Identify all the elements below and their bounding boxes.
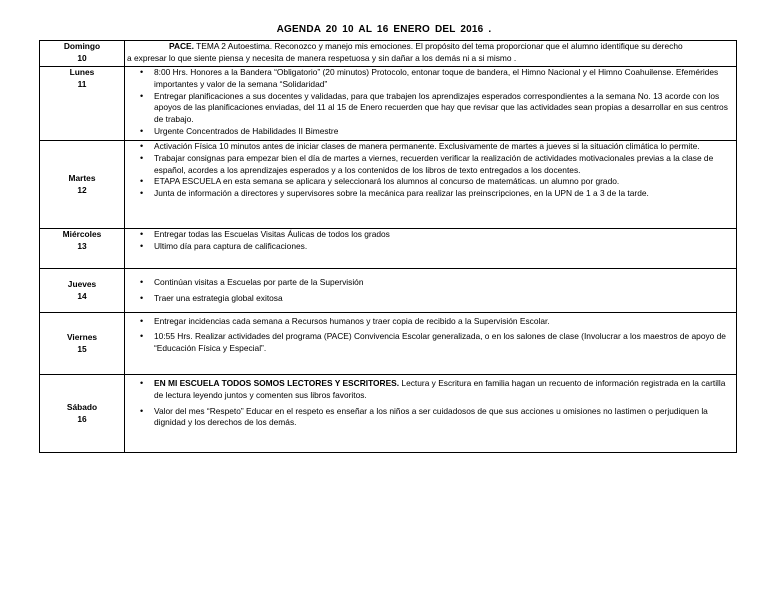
day-cell-miercoles xyxy=(40,229,125,269)
day-number: 13 xyxy=(77,240,87,251)
content-martes xyxy=(125,141,737,229)
row-martes xyxy=(40,141,737,229)
list-item: • Continúan visitas a Escuelas por parte de la Supervisión xyxy=(154,277,734,289)
list-sabado xyxy=(127,378,734,429)
list-item xyxy=(154,378,734,402)
day-number: 14 xyxy=(77,290,87,301)
pace-text-2: a expresar lo que siente piensa y necesita de manera respetuosa y sin dañar a los demás ni a si mismo . xyxy=(127,52,517,63)
row-sabado xyxy=(40,375,737,453)
content-viernes xyxy=(125,313,737,375)
content-sabado xyxy=(125,375,737,453)
content-domingo xyxy=(125,41,737,67)
day-name: Viernes xyxy=(66,331,98,342)
pace-text-1: TEMA 2 Autoestima. Reconozco y manejo mis emociones. El propósito del tema proporcionar que el alumno identifique su derecho xyxy=(193,41,683,51)
list-item: • 8:00 Hrs. Honores a la Bandera “Obligatorio” (20 minutos) Protocolo, entonar toque de bandera, el Himno Nacional y el Himno Coahuilense. Efemérides importantes y valor de la semana “Solidaridad” xyxy=(154,67,734,91)
list-item: • Entregar incidencias cada semana a Recursos humanos y traer copia de recibido a la Supervisión Escolar. xyxy=(154,316,734,328)
row-miercoles xyxy=(40,229,737,269)
day-number: 11 xyxy=(77,78,87,89)
list-item: • Entregar planificaciones a sus docentes y validadas, para que trabajen los aprendizajes esperados correspondientes a la semana No. 13 acorde con los apoyos de las planificaciones enviadas, del 11 al 15 de Enero recuerden que hay que revisar que las actividades sean propias a desarrollar en sus centros de trabajo. xyxy=(154,91,734,126)
list-item: • Entregar todas las Escuelas Visitas Áulicas de todos los grados xyxy=(154,229,734,241)
day-number: 10 xyxy=(77,52,87,63)
content-jueves xyxy=(125,269,737,313)
day-cell-martes xyxy=(40,141,125,229)
day-cell-jueves xyxy=(40,269,125,313)
list-viernes xyxy=(127,316,734,354)
day-name: Sábado xyxy=(66,401,98,412)
list-item: • Traer una estrategia global exitosa xyxy=(154,293,734,305)
list-item: • ETAPA ESCUELA en esta semana se aplicara y seleccionará los alumnos al concurso de matemáticas. un alumno por grado. xyxy=(154,176,734,188)
list-miercoles xyxy=(127,229,734,253)
row-jueves xyxy=(40,269,737,313)
row-viernes xyxy=(40,313,737,375)
day-cell-sabado xyxy=(40,375,125,453)
row-lunes xyxy=(40,67,737,141)
list-item: • 10:55 Hrs. Realizar actividades del programa (PACE) Convivencia Escolar generalizada, o en los salones de clase (Involucrar a los maestros de apoyo de “Educación Física y Especial”. xyxy=(154,331,734,355)
day-name: Miércoles xyxy=(62,229,102,239)
day-cell-viernes xyxy=(40,313,125,375)
list-jueves xyxy=(127,277,734,305)
day-number: 12 xyxy=(77,184,87,195)
agenda-title: AGENDA 20 10 AL 16 ENERO DEL 2016 . xyxy=(276,24,492,35)
agenda-table xyxy=(39,40,737,453)
day-number: 16 xyxy=(77,413,87,424)
list-item: • Activación Física 10 minutos antes de iniciar clases de manera permanente. Exclusivamente de martes a jueves si la situación climática lo permite. xyxy=(154,141,734,153)
day-number: 15 xyxy=(77,343,87,354)
list-item: • Valor del mes “Respeto” Educar en el respeto es enseñar a los niños a ser cuidadosos de que sus acciones u omisiones no lastimen o perjudiquen la dignidad y los derechos de los demás. xyxy=(154,406,734,430)
day-name: Lunes xyxy=(69,67,95,77)
list-item: • Trabajar consignas para empezar bien el día de martes a viernes, recuerden verificar la realización de actividades motivacionales previas a la clase de español, acordes a los aprendizajes esperados y a los contenidos de los libros de texto entregados a los docentes. xyxy=(154,153,734,177)
day-cell-lunes xyxy=(40,67,125,141)
content-lunes xyxy=(125,67,737,141)
row-domingo xyxy=(40,41,737,67)
list-martes xyxy=(127,141,734,200)
day-cell-domingo xyxy=(40,41,125,67)
day-name: Domingo xyxy=(63,41,101,51)
pace-label: PACE. xyxy=(169,41,194,51)
content-miercoles xyxy=(125,229,737,269)
list-item: • Urgente Concentrados de Habilidades II Bimestre xyxy=(154,126,734,138)
sabado-bold-title: EN MI ESCUELA TODOS SOMOS LECTORES Y ESCRITORES. xyxy=(154,378,400,388)
list-item: • Junta de información a directores y supervisores sobre la mecánica para realizar las preinscripciones, en la UPN de 1 a 3 de la tarde. xyxy=(154,188,734,200)
day-name: Jueves xyxy=(67,278,97,289)
pace-line-1 xyxy=(127,41,734,53)
list-lunes xyxy=(127,67,734,138)
day-name: Martes xyxy=(68,172,96,183)
list-item: • Ultimo día para captura de calificaciones. xyxy=(154,241,734,253)
sabado-item1-text: Lectura y Escritura en familia hagan un recuento de información registrada en la cartilla de lectura leyendo juntos y comenten sus libros favoritos. xyxy=(154,378,726,400)
